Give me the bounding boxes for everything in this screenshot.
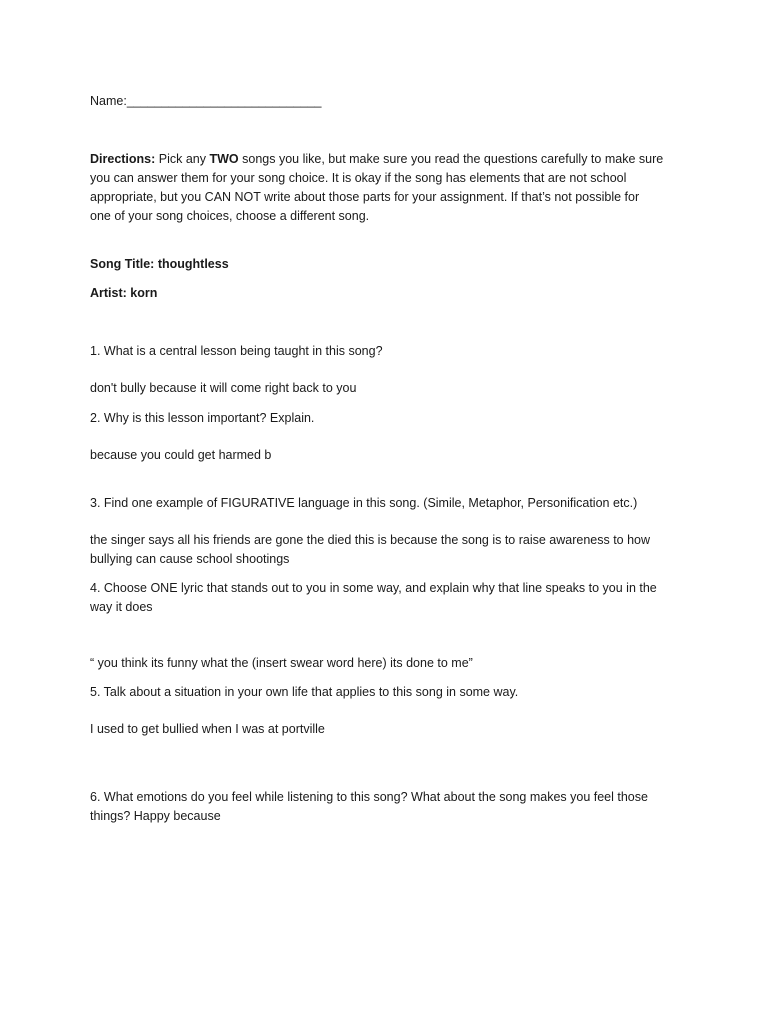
question-6-line-2: things? Happy because — [90, 809, 221, 823]
song-title — [90, 255, 680, 274]
name-label: Name: — [90, 94, 127, 108]
directions-line-3: appropriate, but you CAN NOT write about those parts for your assignment. If that’s not possible for — [90, 190, 640, 204]
question-2: 2. Why is this lesson important? Explain. — [90, 411, 315, 425]
answer-3-line-1: the singer says all his friends are gone the died this is because the song is to raise awareness to how — [90, 533, 651, 547]
question-5: 5. Talk about a situation in your own life that applies to this song in some way. — [90, 685, 519, 699]
song-title-text: Song Title: thoughtless — [90, 257, 229, 271]
question-6-line-1: 6. What emotions do you feel while listening to this song? What about the song makes you feel those — [90, 790, 648, 804]
directions-line-2: you can answer them for your song choice. It is okay if the song has elements that are not school — [90, 171, 627, 185]
answer-1: don't bully because it will come right back to you — [90, 381, 357, 395]
directions-emphasis: TWO — [209, 152, 239, 166]
directions-line-4: one of your song choices, choose a different song. — [90, 209, 370, 223]
question-3: 3. Find one example of FIGURATIVE language in this song. (Simile, Metaphor, Personification etc.) — [90, 496, 638, 510]
directions-line-1 — [90, 150, 680, 169]
answer-2: because you could get harmed b — [90, 448, 272, 462]
question-4-line-2: way it does — [90, 600, 153, 614]
name-line — [90, 92, 680, 111]
name-blank: ____________________________ — [126, 94, 322, 108]
answer-3-line-2: bullying can cause school shootings — [90, 552, 290, 566]
answer-5: I used to get bullied when I was at portville — [90, 722, 325, 736]
artist — [90, 284, 680, 303]
question-1: 1. What is a central lesson being taught in this song? — [90, 344, 383, 358]
directions-text-2: songs you like, but make sure you read the questions carefully to make sure — [238, 152, 664, 166]
question-4-line-1: 4. Choose ONE lyric that stands out to you in some way, and explain why that line speaks to you in the — [90, 581, 657, 595]
answer-4: “ you think its funny what the (insert swear word here) its done to me” — [90, 656, 473, 670]
directions-label: Directions: — [90, 152, 156, 166]
directions-text-1: Pick any — [155, 152, 210, 166]
artist-text: Artist: korn — [90, 286, 158, 300]
